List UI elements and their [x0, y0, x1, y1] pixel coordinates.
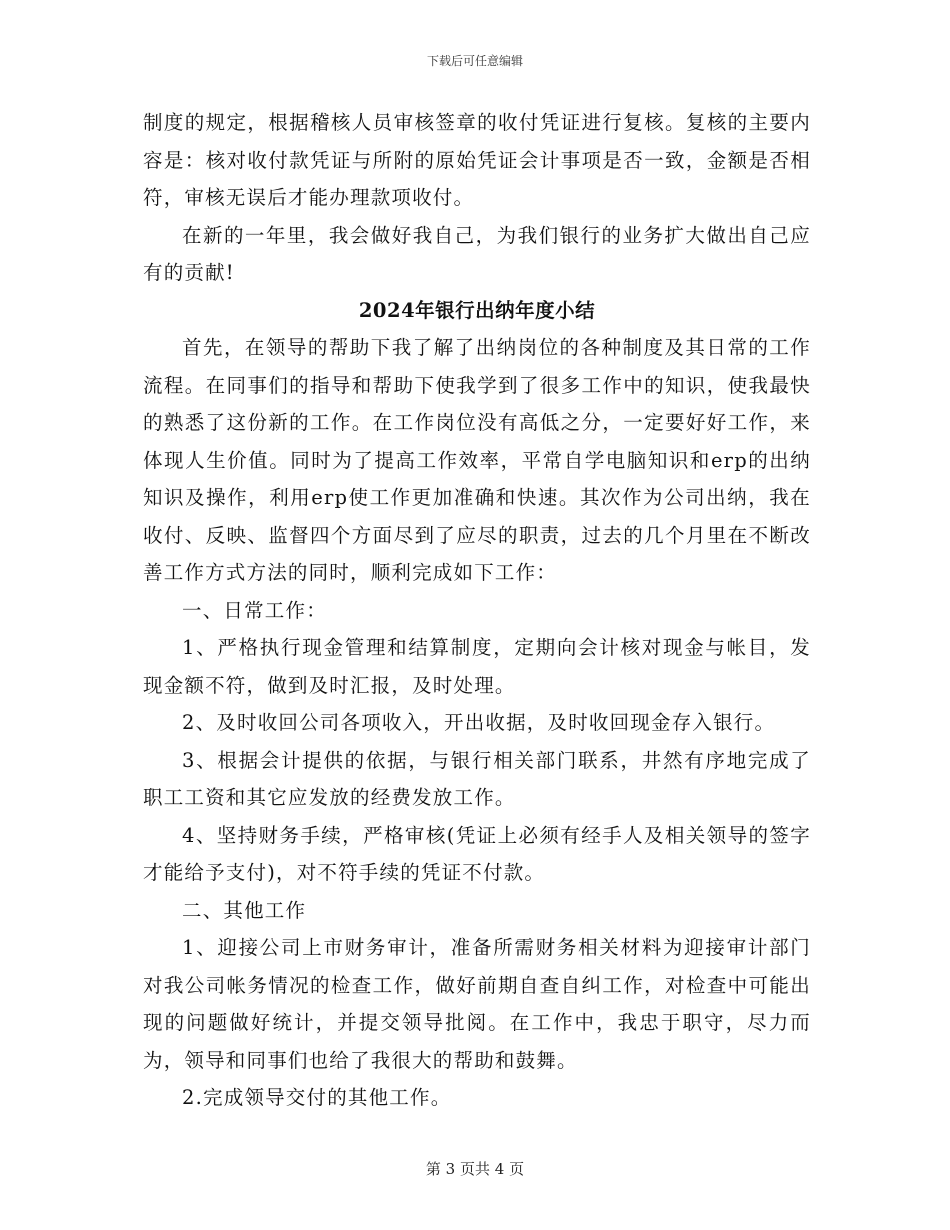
heading-other-work: 二、其他工作	[182, 898, 307, 922]
page-footer: 第 3 页共 4 页	[425, 1160, 525, 1178]
list-item-daily-3: 3、根据会计提供的依据，与银行相关部门联系，井然有序地完成了职工工资和其它应发放的经费发放工作。	[143, 748, 811, 809]
document-body	[143, 104, 811, 1117]
list-item-daily-2: 2、及时收回公司各项收入，开出收据，及时收回现金存入银行。	[182, 711, 776, 734]
paragraph-intro: 首先，在领导的帮助下我了解了出纳岗位的各种制度及其日常的工作流程。在同事们的指导和帮助下使我学到了很多工作中的知识，使我最快的熟悉了这份新的工作。在工作岗位没有高低之分，一定要好好工作，来体现人生价值。同时为了提高工作效率，平常自学电脑知识和erp的出纳知识及操作，利用erp使工作更加准确和快速。其次作为公司出纳，我在收付、反映、监督四个方面尽到了应尽的职责，过去的几个月里在不断改善工作方式方法的同时，顺利完成如下工作：	[143, 336, 811, 584]
list-item-daily-1: 1、严格执行现金管理和结算制度，定期向会计核对现金与帐目，发现金额不符，做到及时汇报，及时处理。	[143, 636, 811, 697]
paragraph-closing: 在新的一年里，我会做好我自己，为我们银行的业务扩大做出自己应有的贡献!	[143, 223, 811, 284]
list-item-daily-4: 4、坚持财务手续，严格审核(凭证上必须有经手人及相关领导的签字才能给予支付)，对不符手续的凭证不付款。	[143, 823, 811, 884]
list-item-other-1: 1、迎接公司上市财务审计，准备所需财务相关材料为迎接审计部门对我公司帐务情况的检查工作，做好前期自查自纠工作，对检查中可能出现的问题做好统计，并提交领导批阅。在工作中，我忠于职守，尽力而为，领导和同事们也给了我很大的帮助和鼓舞。	[143, 936, 811, 1072]
list-item-other-2: 2.完成领导交付的其他工作。	[182, 1086, 452, 1109]
section-title: 2024年银行出纳年度小结	[358, 298, 596, 322]
paragraph-continued: 制度的规定，根据稽核人员审核签章的收付凭证进行复核。复核的主要内容是：核对收付款凭证与所附的原始凭证会计事项是否一致，金额是否相符，审核无误后才能办理款项收付。	[143, 111, 811, 209]
page-header: 下载后可任意编辑	[426, 54, 523, 68]
heading-daily-work: 一、日常工作：	[182, 598, 327, 622]
